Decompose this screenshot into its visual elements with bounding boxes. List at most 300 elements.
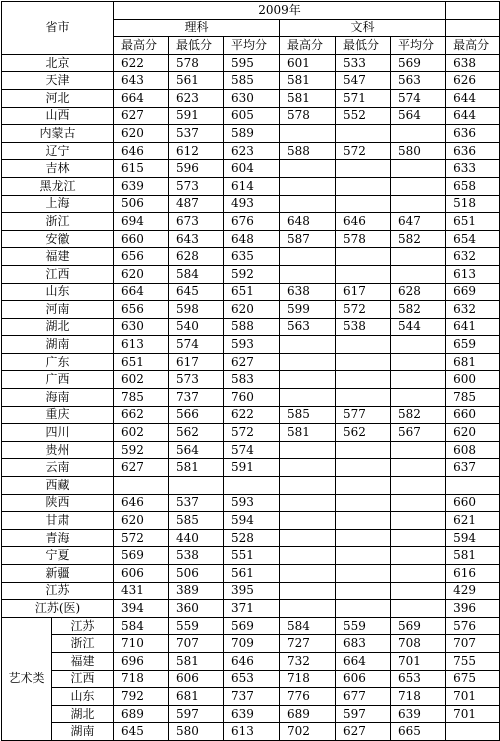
score-cell: 653 bbox=[391, 670, 446, 688]
score-cell: 727 bbox=[280, 635, 336, 653]
score-cell: 616 bbox=[446, 565, 500, 583]
score-cell: 664 bbox=[114, 283, 169, 301]
score-cell: 487 bbox=[169, 195, 224, 213]
score-cell bbox=[446, 723, 500, 741]
score-cell: 659 bbox=[446, 336, 500, 354]
score-cell bbox=[336, 494, 391, 512]
score-cell: 613 bbox=[446, 265, 500, 283]
extra-max-header: 最高分 bbox=[446, 37, 500, 55]
province-header: 省市 bbox=[2, 2, 114, 55]
score-cell bbox=[280, 160, 336, 178]
score-cell: 709 bbox=[224, 635, 280, 653]
score-cell: 577 bbox=[336, 406, 391, 424]
score-cell: 651 bbox=[114, 353, 169, 371]
province-cell: 内蒙古 bbox=[2, 125, 114, 143]
province-cell: 福建 bbox=[52, 652, 114, 670]
score-cell bbox=[169, 477, 224, 495]
admission-score-table bbox=[1, 1, 500, 741]
score-cell: 612 bbox=[169, 142, 224, 160]
score-cell: 429 bbox=[446, 582, 500, 600]
score-cell: 599 bbox=[280, 301, 336, 319]
score-cell: 626 bbox=[446, 72, 500, 90]
score-cell: 776 bbox=[280, 688, 336, 706]
score-cell: 654 bbox=[446, 230, 500, 248]
science-max-header: 最高分 bbox=[114, 37, 169, 55]
score-cell: 506 bbox=[114, 195, 169, 213]
score-cell: 594 bbox=[224, 512, 280, 530]
score-cell: 578 bbox=[280, 107, 336, 125]
province-cell: 贵州 bbox=[2, 441, 114, 459]
score-cell: 620 bbox=[446, 424, 500, 442]
table-row bbox=[2, 301, 500, 319]
score-cell: 602 bbox=[114, 371, 169, 389]
table-row bbox=[2, 441, 500, 459]
table-row bbox=[2, 89, 500, 107]
score-cell: 561 bbox=[224, 565, 280, 583]
table-row bbox=[2, 177, 500, 195]
score-cell: 528 bbox=[224, 529, 280, 547]
score-cell: 493 bbox=[224, 195, 280, 213]
table-row bbox=[2, 213, 500, 231]
art-table-row bbox=[2, 670, 500, 688]
score-cell: 574 bbox=[391, 89, 446, 107]
score-cell bbox=[336, 565, 391, 583]
score-cell: 562 bbox=[169, 424, 224, 442]
score-cell: 620 bbox=[114, 125, 169, 143]
score-cell: 569 bbox=[114, 547, 169, 565]
score-cell: 648 bbox=[224, 230, 280, 248]
score-cell bbox=[336, 512, 391, 530]
score-cell: 572 bbox=[224, 424, 280, 442]
score-cell bbox=[336, 336, 391, 354]
score-cell: 628 bbox=[169, 248, 224, 266]
score-cell bbox=[280, 195, 336, 213]
score-cell: 574 bbox=[224, 441, 280, 459]
score-cell bbox=[224, 477, 280, 495]
score-cell: 572 bbox=[114, 529, 169, 547]
score-cell: 627 bbox=[336, 723, 391, 741]
score-cell: 572 bbox=[336, 301, 391, 319]
score-cell: 537 bbox=[169, 125, 224, 143]
score-cell bbox=[336, 125, 391, 143]
score-cell: 569 bbox=[391, 617, 446, 635]
table-row bbox=[2, 512, 500, 530]
score-cell bbox=[280, 389, 336, 407]
score-cell: 581 bbox=[280, 424, 336, 442]
score-cell: 623 bbox=[169, 89, 224, 107]
score-cell: 639 bbox=[224, 705, 280, 723]
score-cell: 632 bbox=[446, 248, 500, 266]
score-cell bbox=[391, 353, 446, 371]
table-row bbox=[2, 406, 500, 424]
score-cell: 595 bbox=[224, 54, 280, 72]
score-cell: 646 bbox=[114, 142, 169, 160]
arts-header: 文科 bbox=[280, 19, 446, 37]
score-cell: 646 bbox=[336, 213, 391, 231]
province-cell: 浙江 bbox=[52, 635, 114, 653]
table-row bbox=[2, 459, 500, 477]
score-cell: 785 bbox=[114, 389, 169, 407]
score-cell bbox=[280, 582, 336, 600]
score-cell bbox=[336, 195, 391, 213]
score-cell: 596 bbox=[169, 160, 224, 178]
province-cell: 西藏 bbox=[2, 477, 114, 495]
score-cell: 718 bbox=[114, 670, 169, 688]
score-cell: 606 bbox=[114, 565, 169, 583]
province-cell: 江西 bbox=[52, 670, 114, 688]
province-cell: 湖北 bbox=[2, 318, 114, 336]
province-cell: 新疆 bbox=[2, 565, 114, 583]
province-cell: 天津 bbox=[2, 72, 114, 90]
score-cell: 593 bbox=[224, 336, 280, 354]
score-cell: 617 bbox=[336, 283, 391, 301]
score-cell: 608 bbox=[446, 441, 500, 459]
province-cell: 湖北 bbox=[52, 705, 114, 723]
score-cell bbox=[391, 248, 446, 266]
province-cell: 山西 bbox=[2, 107, 114, 125]
province-cell: 海南 bbox=[2, 389, 114, 407]
province-cell: 陕西 bbox=[2, 494, 114, 512]
table-row bbox=[2, 283, 500, 301]
score-cell: 582 bbox=[391, 301, 446, 319]
score-cell bbox=[280, 565, 336, 583]
score-cell bbox=[391, 494, 446, 512]
score-cell: 559 bbox=[169, 617, 224, 635]
score-cell: 732 bbox=[280, 652, 336, 670]
score-cell: 395 bbox=[224, 582, 280, 600]
table-row bbox=[2, 195, 500, 213]
score-cell bbox=[280, 547, 336, 565]
score-cell: 584 bbox=[114, 617, 169, 635]
score-cell: 591 bbox=[169, 107, 224, 125]
score-cell: 389 bbox=[169, 582, 224, 600]
score-cell: 637 bbox=[446, 459, 500, 477]
score-cell: 656 bbox=[114, 301, 169, 319]
score-cell: 623 bbox=[224, 142, 280, 160]
art-table-row bbox=[2, 688, 500, 706]
score-cell: 660 bbox=[446, 494, 500, 512]
score-cell bbox=[391, 441, 446, 459]
score-cell: 578 bbox=[336, 230, 391, 248]
art-table-row bbox=[2, 723, 500, 741]
table-row bbox=[2, 547, 500, 565]
score-cell bbox=[391, 512, 446, 530]
score-cell: 636 bbox=[446, 125, 500, 143]
art-table-row bbox=[2, 652, 500, 670]
score-cell: 593 bbox=[224, 494, 280, 512]
score-cell: 396 bbox=[446, 600, 500, 618]
score-cell: 564 bbox=[391, 107, 446, 125]
score-cell: 559 bbox=[336, 617, 391, 635]
score-cell: 792 bbox=[114, 688, 169, 706]
score-cell: 683 bbox=[336, 635, 391, 653]
score-cell bbox=[336, 248, 391, 266]
score-cell bbox=[391, 160, 446, 178]
score-cell bbox=[336, 160, 391, 178]
score-cell bbox=[336, 547, 391, 565]
table-row bbox=[2, 160, 500, 178]
province-cell: 北京 bbox=[2, 54, 114, 72]
province-cell: 青海 bbox=[2, 529, 114, 547]
score-cell: 360 bbox=[169, 600, 224, 618]
score-cell: 689 bbox=[280, 705, 336, 723]
score-cell: 582 bbox=[391, 230, 446, 248]
score-cell: 737 bbox=[169, 389, 224, 407]
year-header: 2009年 bbox=[114, 2, 446, 20]
arts-min-header: 最低分 bbox=[336, 37, 391, 55]
score-cell: 669 bbox=[446, 283, 500, 301]
table-row bbox=[2, 353, 500, 371]
score-cell bbox=[391, 371, 446, 389]
score-cell: 658 bbox=[446, 177, 500, 195]
province-cell: 山东 bbox=[2, 283, 114, 301]
score-cell bbox=[336, 389, 391, 407]
score-cell bbox=[391, 600, 446, 618]
province-cell: 吉林 bbox=[2, 160, 114, 178]
score-cell: 630 bbox=[224, 89, 280, 107]
score-cell: 598 bbox=[169, 301, 224, 319]
score-cell bbox=[280, 477, 336, 495]
score-cell: 601 bbox=[280, 54, 336, 72]
score-cell: 651 bbox=[446, 213, 500, 231]
score-cell: 630 bbox=[114, 318, 169, 336]
score-cell: 591 bbox=[224, 459, 280, 477]
table-row bbox=[2, 529, 500, 547]
score-cell: 569 bbox=[224, 617, 280, 635]
header-blank-cell bbox=[446, 2, 500, 20]
score-cell bbox=[280, 512, 336, 530]
table-row bbox=[2, 72, 500, 90]
score-cell: 681 bbox=[446, 353, 500, 371]
science-avg-header: 平均分 bbox=[224, 37, 280, 55]
score-cell: 621 bbox=[446, 512, 500, 530]
score-cell bbox=[280, 336, 336, 354]
score-cell bbox=[280, 529, 336, 547]
score-cell: 638 bbox=[280, 283, 336, 301]
score-cell: 707 bbox=[446, 635, 500, 653]
score-cell: 602 bbox=[114, 424, 169, 442]
score-cell: 563 bbox=[280, 318, 336, 336]
score-cell bbox=[391, 547, 446, 565]
score-cell: 645 bbox=[114, 723, 169, 741]
score-cell: 620 bbox=[114, 265, 169, 283]
score-cell bbox=[391, 265, 446, 283]
score-cell: 660 bbox=[114, 230, 169, 248]
score-cell: 644 bbox=[446, 89, 500, 107]
score-cell: 644 bbox=[446, 107, 500, 125]
score-cell: 569 bbox=[391, 54, 446, 72]
score-cell: 537 bbox=[169, 494, 224, 512]
score-cell: 581 bbox=[280, 89, 336, 107]
score-cell: 615 bbox=[114, 160, 169, 178]
score-cell: 566 bbox=[169, 406, 224, 424]
score-cell: 585 bbox=[280, 406, 336, 424]
table-row bbox=[2, 600, 500, 618]
table-row bbox=[2, 248, 500, 266]
province-cell: 福建 bbox=[2, 248, 114, 266]
score-cell: 584 bbox=[169, 265, 224, 283]
score-cell: 394 bbox=[114, 600, 169, 618]
score-cell: 664 bbox=[114, 89, 169, 107]
score-cell: 639 bbox=[114, 177, 169, 195]
score-cell bbox=[391, 459, 446, 477]
score-cell bbox=[280, 459, 336, 477]
score-cell: 606 bbox=[169, 670, 224, 688]
score-cell bbox=[336, 600, 391, 618]
table-row bbox=[2, 371, 500, 389]
arts-max-header: 最高分 bbox=[280, 37, 336, 55]
province-cell: 湖南 bbox=[2, 336, 114, 354]
score-cell: 371 bbox=[224, 600, 280, 618]
score-cell: 622 bbox=[224, 406, 280, 424]
score-cell bbox=[336, 529, 391, 547]
score-cell: 701 bbox=[446, 688, 500, 706]
score-cell: 592 bbox=[114, 441, 169, 459]
art-table-row bbox=[2, 635, 500, 653]
table-row bbox=[2, 318, 500, 336]
score-cell: 613 bbox=[114, 336, 169, 354]
score-cell: 571 bbox=[336, 89, 391, 107]
province-cell: 江西 bbox=[2, 265, 114, 283]
table-row bbox=[2, 265, 500, 283]
score-cell: 701 bbox=[391, 652, 446, 670]
score-cell: 760 bbox=[224, 389, 280, 407]
score-cell: 632 bbox=[446, 301, 500, 319]
score-cell bbox=[280, 600, 336, 618]
science-min-header: 最低分 bbox=[169, 37, 224, 55]
table-row bbox=[2, 125, 500, 143]
score-cell: 572 bbox=[336, 142, 391, 160]
province-cell: 广西 bbox=[2, 371, 114, 389]
score-cell: 707 bbox=[169, 635, 224, 653]
score-cell: 614 bbox=[224, 177, 280, 195]
province-cell: 湖南 bbox=[52, 723, 114, 741]
score-cell bbox=[336, 353, 391, 371]
table-body bbox=[2, 2, 500, 741]
score-cell bbox=[336, 441, 391, 459]
score-cell: 600 bbox=[446, 371, 500, 389]
score-cell: 665 bbox=[391, 723, 446, 741]
score-cell: 564 bbox=[169, 441, 224, 459]
score-cell: 574 bbox=[169, 336, 224, 354]
score-cell: 585 bbox=[169, 512, 224, 530]
score-cell: 617 bbox=[169, 353, 224, 371]
score-cell: 676 bbox=[224, 213, 280, 231]
province-cell: 重庆 bbox=[2, 406, 114, 424]
score-cell: 718 bbox=[391, 688, 446, 706]
score-cell: 597 bbox=[336, 705, 391, 723]
score-cell: 628 bbox=[391, 283, 446, 301]
score-cell bbox=[280, 125, 336, 143]
score-cell: 681 bbox=[169, 688, 224, 706]
province-cell: 山东 bbox=[52, 688, 114, 706]
score-cell: 627 bbox=[224, 353, 280, 371]
province-cell: 河北 bbox=[2, 89, 114, 107]
score-cell: 656 bbox=[114, 248, 169, 266]
score-cell: 547 bbox=[336, 72, 391, 90]
score-cell: 597 bbox=[169, 705, 224, 723]
score-cell: 639 bbox=[391, 705, 446, 723]
score-cell bbox=[336, 371, 391, 389]
score-cell bbox=[391, 389, 446, 407]
score-cell: 589 bbox=[224, 125, 280, 143]
province-cell: 广东 bbox=[2, 353, 114, 371]
score-cell: 567 bbox=[391, 424, 446, 442]
score-cell: 581 bbox=[280, 72, 336, 90]
table-row bbox=[2, 336, 500, 354]
score-cell: 552 bbox=[336, 107, 391, 125]
table-row bbox=[2, 424, 500, 442]
score-cell: 573 bbox=[169, 177, 224, 195]
score-cell: 627 bbox=[114, 459, 169, 477]
score-cell: 689 bbox=[114, 705, 169, 723]
score-cell: 633 bbox=[446, 160, 500, 178]
score-cell bbox=[336, 177, 391, 195]
province-cell: 四川 bbox=[2, 424, 114, 442]
score-cell: 540 bbox=[169, 318, 224, 336]
province-cell: 辽宁 bbox=[2, 142, 114, 160]
table-row bbox=[2, 565, 500, 583]
score-cell: 646 bbox=[224, 652, 280, 670]
table-row bbox=[2, 107, 500, 125]
score-cell bbox=[391, 177, 446, 195]
score-cell bbox=[336, 582, 391, 600]
art-group-label: 艺术类 bbox=[2, 617, 52, 740]
score-cell: 694 bbox=[114, 213, 169, 231]
score-cell: 561 bbox=[169, 72, 224, 90]
score-cell: 702 bbox=[280, 723, 336, 741]
score-cell: 653 bbox=[224, 670, 280, 688]
score-cell: 613 bbox=[224, 723, 280, 741]
province-cell: 上海 bbox=[2, 195, 114, 213]
score-cell: 604 bbox=[224, 160, 280, 178]
score-cell: 643 bbox=[169, 230, 224, 248]
score-cell bbox=[114, 477, 169, 495]
score-cell: 562 bbox=[336, 424, 391, 442]
score-cell: 580 bbox=[169, 723, 224, 741]
score-cell: 662 bbox=[114, 406, 169, 424]
score-cell bbox=[336, 265, 391, 283]
table-row bbox=[2, 54, 500, 72]
score-cell: 605 bbox=[224, 107, 280, 125]
score-cell: 675 bbox=[446, 670, 500, 688]
score-cell: 582 bbox=[391, 406, 446, 424]
score-cell: 506 bbox=[169, 565, 224, 583]
score-cell: 785 bbox=[446, 389, 500, 407]
province-cell: 黑龙江 bbox=[2, 177, 114, 195]
score-cell: 643 bbox=[114, 72, 169, 90]
score-cell bbox=[391, 195, 446, 213]
arts-avg-header: 平均分 bbox=[391, 37, 446, 55]
score-cell: 673 bbox=[169, 213, 224, 231]
score-cell: 620 bbox=[224, 301, 280, 319]
score-cell bbox=[280, 248, 336, 266]
score-cell: 518 bbox=[446, 195, 500, 213]
table-row bbox=[2, 142, 500, 160]
score-cell bbox=[391, 582, 446, 600]
score-cell: 563 bbox=[391, 72, 446, 90]
score-cell: 651 bbox=[224, 283, 280, 301]
score-cell: 645 bbox=[169, 283, 224, 301]
score-cell: 708 bbox=[391, 635, 446, 653]
score-cell bbox=[446, 477, 500, 495]
score-cell: 647 bbox=[391, 213, 446, 231]
score-cell bbox=[391, 477, 446, 495]
score-cell: 578 bbox=[169, 54, 224, 72]
score-cell: 538 bbox=[336, 318, 391, 336]
score-cell: 606 bbox=[336, 670, 391, 688]
province-cell: 甘肃 bbox=[2, 512, 114, 530]
